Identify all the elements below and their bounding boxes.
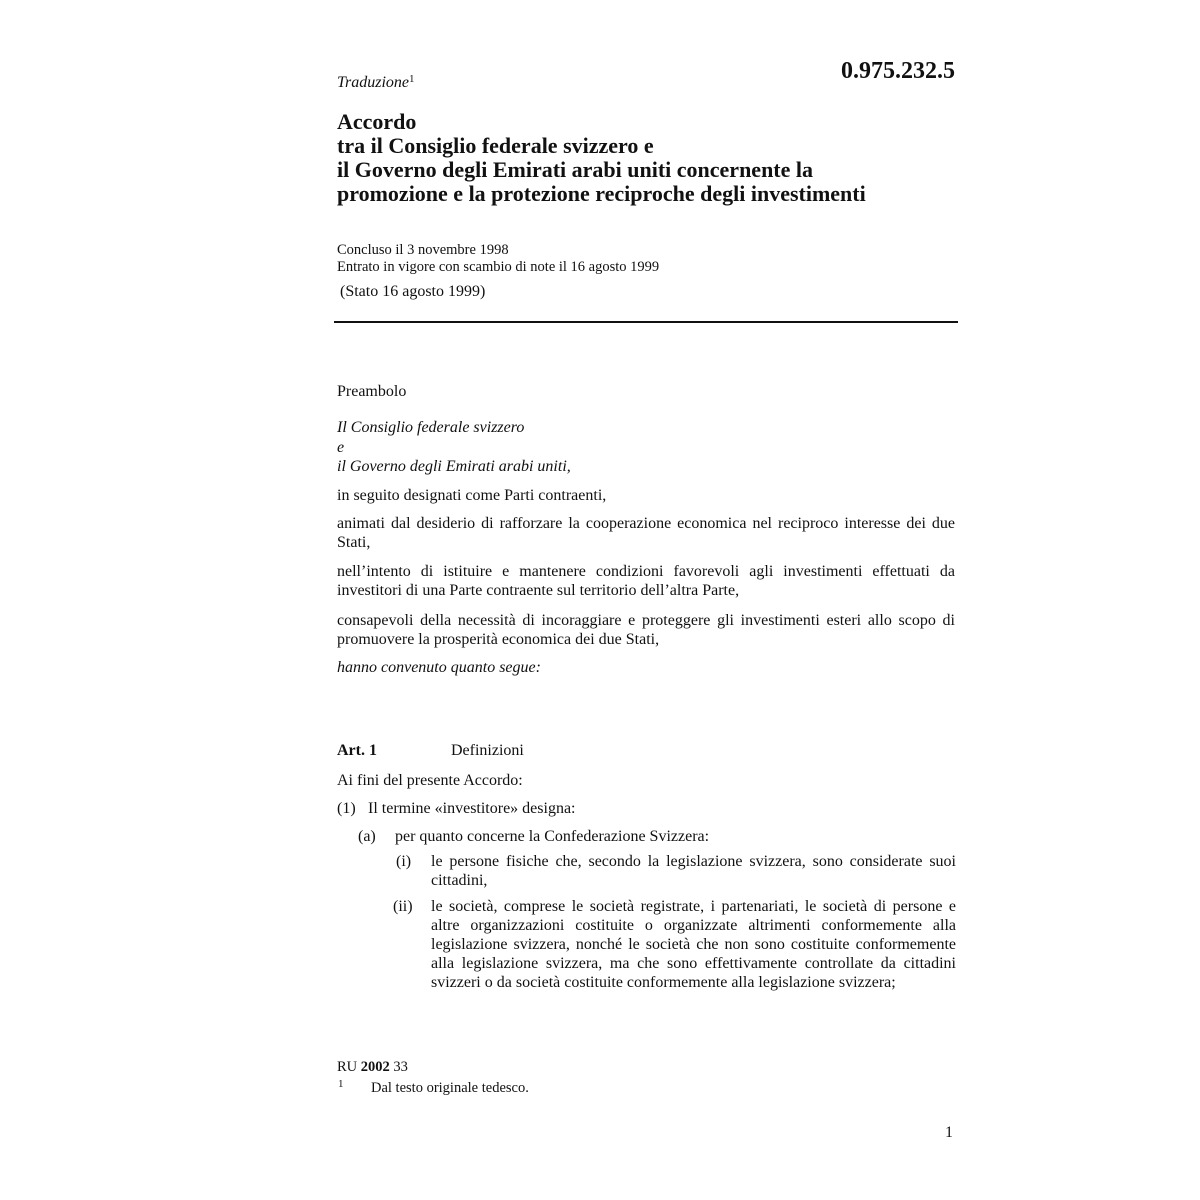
preamble-paragraph: consapevoli della necessità di incoraggiare e proteggere gli investimenti esteri allo scopo di promuovere la prosperità economica dei due Stati, — [337, 612, 955, 648]
item-text: per quanto concerne la Confederazione Svizzera: — [395, 828, 710, 845]
article-intro: Ai fini del presente Accordo: — [337, 772, 523, 789]
preamble-party-2: il Governo degli Emirati arabi uniti, — [337, 458, 571, 475]
subitem-label: (ii) — [393, 898, 413, 915]
paragraph-label: (1) — [337, 800, 356, 817]
title-line: il Governo degli Emirati arabi uniti concernente la — [337, 157, 814, 182]
translation-label: Traduzione — [337, 74, 410, 91]
entry-into-force: Entrato in vigore con scambio di note il 16 agosto 1999 — [337, 259, 660, 275]
document-title — [337, 110, 866, 206]
header-divider — [334, 321, 958, 323]
preamble-conjunction: e — [337, 439, 345, 456]
subitem-label: (i) — [396, 853, 412, 870]
preamble-party-1: Il Consiglio federale svizzero — [337, 419, 525, 436]
ru-year: 2002 — [360, 1059, 390, 1075]
title-line: tra il Consiglio federale svizzero e — [337, 133, 654, 158]
footnote-ref[interactable]: 1 — [409, 73, 415, 85]
paragraph-text: Il termine «investitore» designa: — [368, 800, 576, 817]
subitem-text: le società, comprese le società registrate, i partenariati, le società di persone e altre organizzazioni costituite o organizzate altrimenti conformemente alla legislazione svizzera, nonché le società che non sono costituite conformemente alla legislazione svizzera, ma che sono effettivamente controllate da cittadini svizzeri o da società costituite conformemente alla legislazione svizzera; — [431, 898, 956, 991]
preamble-paragraph: in seguito designati come Parti contraenti, — [337, 487, 607, 504]
sr-number: 0.975.232.5 — [841, 58, 955, 84]
concluded-date: Concluso il 3 novembre 1998 — [337, 242, 509, 258]
preamble-paragraph: nell’intento di istituire e mantenere condizioni favorevoli agli investimenti effettuati da investitori di una Parte contraente sul territorio dell’altra Parte, — [337, 563, 955, 599]
article-number: Art. 1 — [337, 742, 377, 759]
footnote-text: Dal testo originale tedesco. — [371, 1080, 529, 1096]
title-line: promozione e la protezione reciproche degli investimenti — [337, 181, 866, 206]
article-title: Definizioni — [451, 742, 524, 759]
title-line: Accordo — [337, 109, 417, 134]
translation-note — [337, 73, 415, 92]
item-label: (a) — [358, 828, 376, 845]
footnote-mark: 1 — [338, 1078, 344, 1090]
document-dates — [337, 242, 659, 276]
ru-page: 33 — [393, 1059, 408, 1075]
subitem-text: le persone fisiche che, secondo la legislazione svizzera, sono considerate suoi cittadini, — [431, 853, 956, 889]
preamble-heading: Preambolo — [337, 383, 407, 400]
status-date: (Stato 16 agosto 1999) — [340, 283, 486, 300]
preamble-closing: hanno convenuto quanto segue: — [337, 659, 541, 676]
ru-prefix: RU — [337, 1059, 358, 1075]
official-compilation-ref — [337, 1059, 408, 1076]
page-number: 1 — [945, 1124, 953, 1141]
preamble-paragraph: animati dal desiderio di rafforzare la cooperazione economica nel reciproco interesse dei due Stati, — [337, 515, 955, 551]
